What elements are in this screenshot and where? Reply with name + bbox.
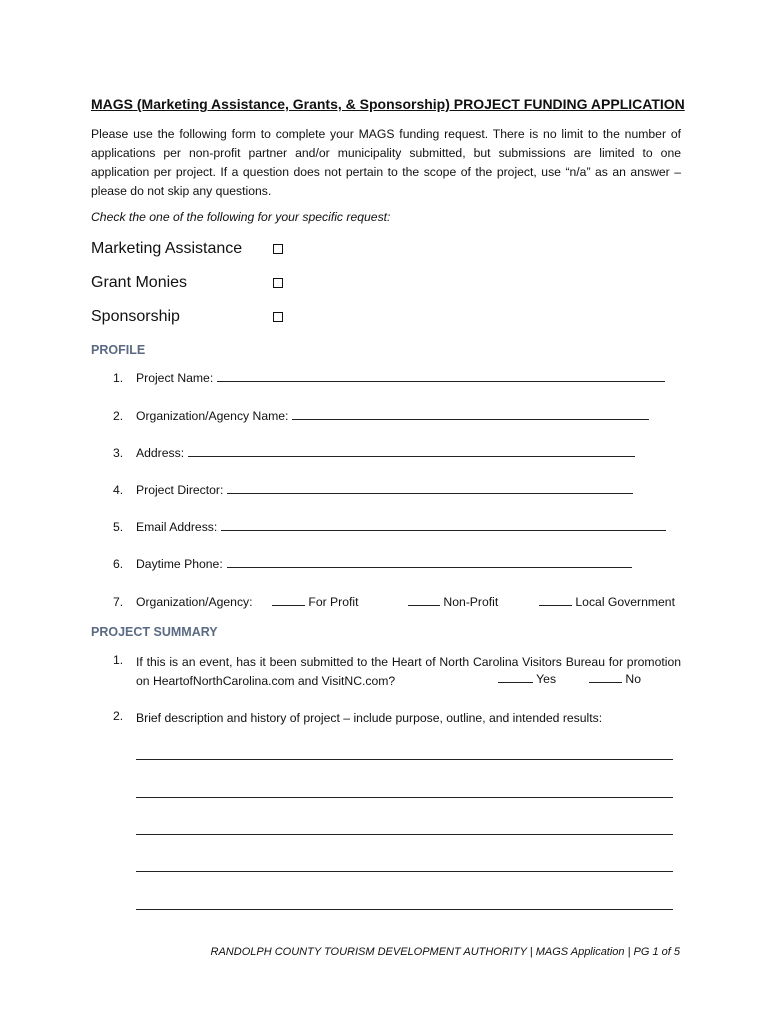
option-grant-monies-label: Grant Monies: [91, 274, 188, 291]
description-line-2[interactable]: [136, 797, 673, 798]
daytime-phone-field[interactable]: [227, 557, 632, 568]
request-instruction: Check the one of the following for your specific request:: [91, 210, 391, 224]
item-number: 4.: [113, 483, 124, 497]
item-number: 1.: [113, 371, 124, 385]
non-profit-choice[interactable]: [408, 595, 498, 609]
daytime-phone-label: Daytime Phone:: [136, 557, 223, 571]
question-2-text: Brief description and history of project – include purpose, outline, and intended results:: [136, 711, 603, 725]
non-profit-blank[interactable]: [408, 595, 440, 606]
page-title: MAGS (Marketing Assistance, Grants, & Sponsorship) PROJECT FUNDING APPLICATION: [91, 96, 685, 112]
address-label: Address:: [136, 446, 185, 460]
item-number: 6.: [113, 557, 124, 571]
organization-name-field[interactable]: [292, 409, 649, 420]
question-2-number: 2.: [113, 709, 124, 723]
non-profit-label: Non-Profit: [443, 595, 499, 609]
grant-monies-checkbox[interactable]: [273, 278, 283, 288]
for-profit-choice[interactable]: [272, 595, 359, 609]
option-marketing-assistance-label: Marketing Assistance: [91, 240, 243, 257]
question-1-no-choice[interactable]: [589, 672, 641, 686]
project-director-field[interactable]: [227, 483, 633, 494]
question-1-yes-choice[interactable]: [498, 672, 556, 686]
item-number: 7.: [113, 595, 124, 609]
email-address-row: [113, 520, 666, 534]
for-profit-blank[interactable]: [272, 595, 305, 606]
yes-blank[interactable]: [498, 672, 533, 683]
option-sponsorship-label: Sponsorship: [91, 308, 180, 325]
project-name-field[interactable]: [217, 371, 665, 382]
question-1-number: 1.: [113, 653, 124, 667]
address-row: [113, 446, 635, 460]
marketing-assistance-checkbox[interactable]: [273, 244, 283, 254]
organization-name-row: [113, 409, 649, 423]
organization-agency-row: [113, 595, 253, 609]
item-number: 2.: [113, 409, 124, 423]
no-blank[interactable]: [589, 672, 622, 683]
organization-agency-label: Organization/Agency:: [136, 595, 253, 609]
project-director-row: [113, 483, 633, 497]
yes-label: Yes: [536, 672, 557, 686]
project-name-row: [113, 371, 665, 385]
project-name-label: Project Name:: [136, 371, 214, 385]
local-government-choice[interactable]: [539, 595, 675, 609]
description-line-3[interactable]: [136, 834, 673, 835]
question-1-prompt: If this is an event, has it been submitted to the Heart of North Carolina Visitors Bureau for promotion on HeartofNorthCarolina.com and VisitNC.com?: [136, 655, 681, 688]
description-line-1[interactable]: [136, 759, 673, 760]
for-profit-label: For Profit: [308, 595, 359, 609]
no-label: No: [625, 672, 641, 686]
local-government-label: Local Government: [575, 595, 675, 609]
description-line-5[interactable]: [136, 909, 673, 910]
page-footer: RANDOLPH COUNTY TOURISM DEVELOPMENT AUTHORITY | MAGS Application | PG 1 of 5: [210, 946, 680, 958]
project-summary-heading: PROJECT SUMMARY: [91, 625, 218, 639]
profile-heading: PROFILE: [91, 343, 146, 357]
local-government-blank[interactable]: [539, 595, 572, 606]
item-number: 3.: [113, 446, 124, 460]
email-address-field[interactable]: [221, 520, 666, 531]
email-address-label: Email Address:: [136, 520, 218, 534]
project-director-label: Project Director:: [136, 483, 224, 497]
sponsorship-checkbox[interactable]: [273, 312, 283, 322]
intro-paragraph: Please use the following form to complete your MAGS funding request. There is no limit to the number of applications per non-profit partner and/or municipality submitted, but submissions are limited to one application per project. If a question does not pertain to the scope of the project, use “n/a” as an answer – please do not skip any questions.: [91, 127, 681, 198]
daytime-phone-row: [113, 557, 632, 571]
organization-name-label: Organization/Agency Name:: [136, 409, 289, 423]
item-number: 5.: [113, 520, 124, 534]
description-line-4[interactable]: [136, 871, 673, 872]
address-field[interactable]: [188, 446, 635, 457]
